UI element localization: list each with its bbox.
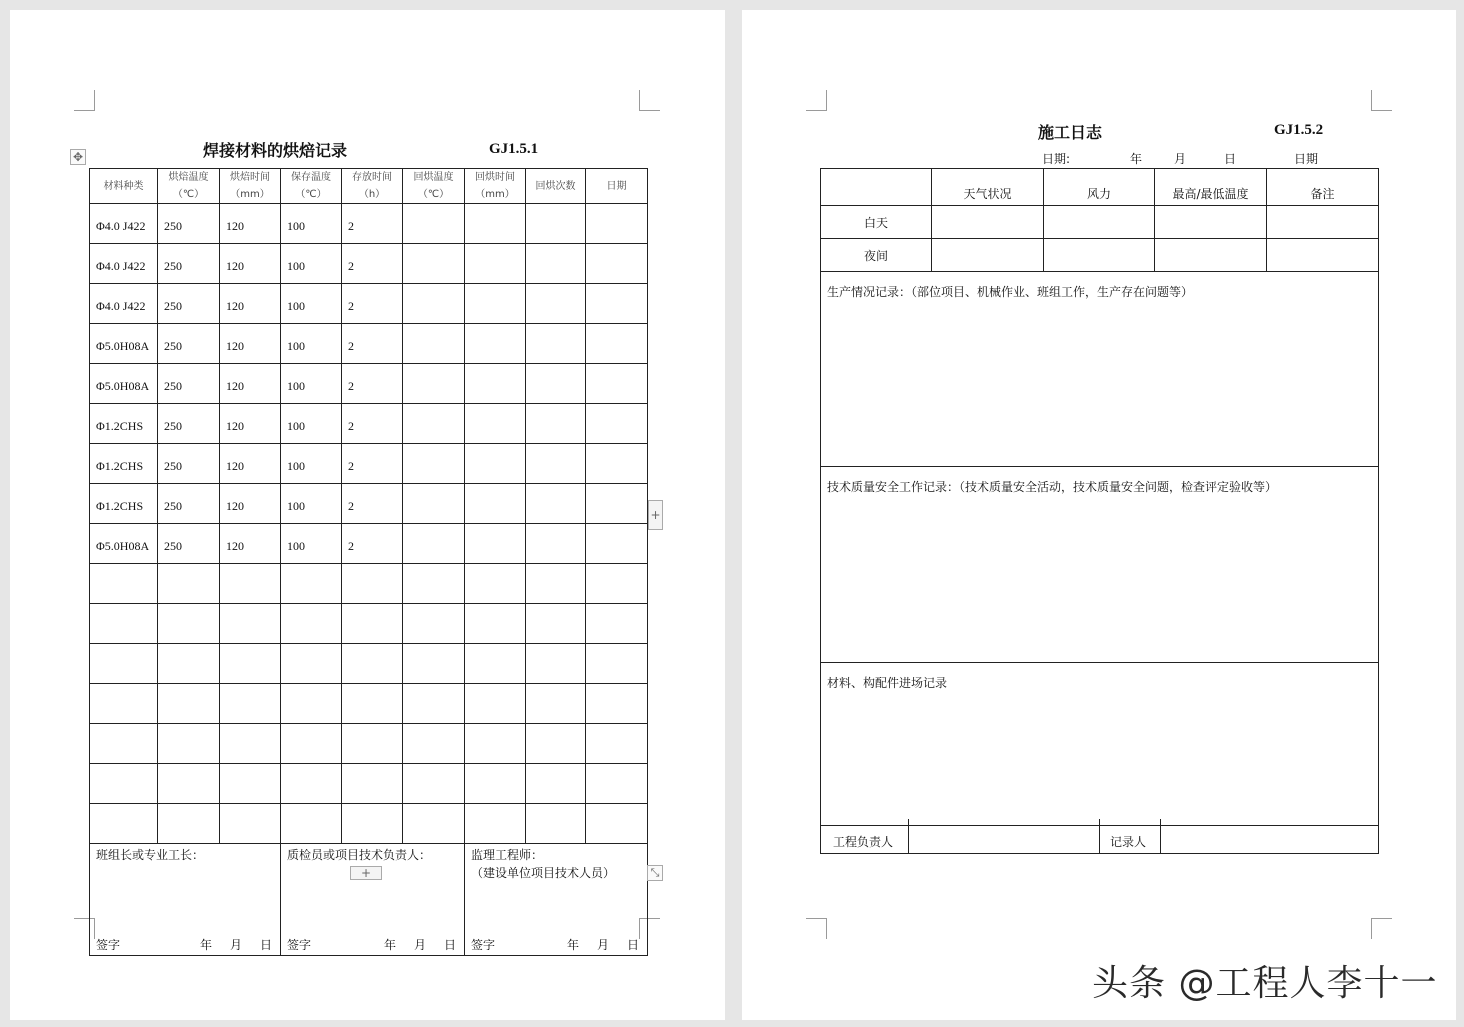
- header-cell-rebake-time: 回烘时间 （mm）: [465, 169, 526, 204]
- table-cell[interactable]: Φ1.2CHS: [90, 444, 158, 484]
- table-cell[interactable]: 250: [158, 484, 220, 524]
- table-cell[interactable]: [586, 524, 648, 564]
- signature-cell-foreman[interactable]: 班组长或专业工长： 签字 年 月 日: [90, 844, 281, 956]
- page-corner-mark: [1371, 90, 1392, 111]
- table-cell[interactable]: [465, 324, 526, 364]
- table-cell[interactable]: [403, 644, 465, 684]
- table-cell[interactable]: 250: [158, 324, 220, 364]
- table-cell[interactable]: [90, 804, 158, 844]
- table-cell[interactable]: [526, 804, 586, 844]
- table-cell[interactable]: Φ4.0 J422: [90, 204, 158, 244]
- table-cell[interactable]: [586, 444, 648, 484]
- table-cell[interactable]: [526, 484, 586, 524]
- table-cell[interactable]: 100: [281, 364, 342, 404]
- table-cell[interactable]: [526, 564, 586, 604]
- table-cell[interactable]: [220, 604, 281, 644]
- signature-cell-supervisor[interactable]: 监理工程师： （建设单位项目技术人员） 签字 年 月 日: [465, 844, 648, 956]
- table-cell[interactable]: [465, 564, 526, 604]
- table-cell[interactable]: [932, 239, 1044, 272]
- table-cell[interactable]: [526, 324, 586, 364]
- table-cell[interactable]: [465, 244, 526, 284]
- page-corner-mark: [639, 90, 660, 111]
- header-cell-bake-time: 烘焙时间 （mm）: [220, 169, 281, 204]
- table-row: [90, 404, 648, 444]
- signature-row: [90, 844, 648, 956]
- signature-cell-inspector[interactable]: 质检员或项目技术负责人： 签字 年 月 日: [281, 844, 465, 956]
- table-cell[interactable]: 100: [281, 524, 342, 564]
- page-title: 施工日志: [1038, 123, 1103, 142]
- table-cell[interactable]: [342, 644, 403, 684]
- page-corner-mark: [806, 90, 827, 111]
- table-cell[interactable]: 250: [158, 244, 220, 284]
- table-cell[interactable]: [465, 764, 526, 804]
- table-cell[interactable]: [158, 804, 220, 844]
- table-cell[interactable]: [403, 404, 465, 444]
- table-cell[interactable]: 2: [342, 404, 403, 444]
- table-cell[interactable]: [220, 684, 281, 724]
- table-cell[interactable]: [158, 564, 220, 604]
- nighttime-row: [821, 239, 1379, 272]
- table-row: [90, 204, 648, 244]
- table-cell[interactable]: [1155, 239, 1267, 272]
- add-row-icon[interactable]: +: [350, 866, 382, 880]
- table-cell[interactable]: [526, 404, 586, 444]
- page-title: 焊接材料的烘焙记录: [203, 141, 348, 160]
- table-cell[interactable]: [158, 644, 220, 684]
- table-cell[interactable]: [342, 724, 403, 764]
- table-cell[interactable]: [281, 724, 342, 764]
- page-corner-mark: [806, 918, 827, 939]
- table-cell[interactable]: [526, 284, 586, 324]
- materials-record-cell[interactable]: 材料、构配件进场记录: [821, 663, 1379, 826]
- responsible-label: 工程负责人: [821, 819, 909, 854]
- table-cell[interactable]: [465, 644, 526, 684]
- table-cell[interactable]: [1267, 206, 1379, 239]
- table-cell[interactable]: [526, 764, 586, 804]
- table-cell[interactable]: [403, 444, 465, 484]
- table-cell[interactable]: [90, 604, 158, 644]
- header-cell-temperature: 最高/最低温度: [1155, 169, 1267, 206]
- table-cell[interactable]: [932, 206, 1044, 239]
- table-row: [90, 644, 648, 684]
- table-cell[interactable]: [220, 564, 281, 604]
- table-cell[interactable]: [403, 604, 465, 644]
- table-cell[interactable]: [586, 724, 648, 764]
- table-cell[interactable]: [526, 604, 586, 644]
- table-header-row: [90, 169, 648, 204]
- header-cell-material: 材料种类: [90, 169, 158, 204]
- table-resize-handle-icon[interactable]: ⤡: [647, 865, 663, 881]
- table-cell[interactable]: [526, 524, 586, 564]
- table-cell[interactable]: [586, 404, 648, 444]
- table-cell[interactable]: [526, 724, 586, 764]
- table-cell[interactable]: [465, 404, 526, 444]
- table-cell[interactable]: 100: [281, 324, 342, 364]
- table-row: [90, 564, 648, 604]
- table-cell[interactable]: [465, 444, 526, 484]
- form-code: GJ1.5.1: [489, 141, 539, 157]
- table-cell[interactable]: 2: [342, 364, 403, 404]
- table-cell[interactable]: [220, 804, 281, 844]
- table-cell[interactable]: [465, 524, 526, 564]
- table-row: [90, 364, 648, 404]
- table-cell[interactable]: 120: [220, 364, 281, 404]
- date-year: 年: [1130, 152, 1143, 166]
- table-cell[interactable]: [403, 484, 465, 524]
- materials-section-row: [821, 663, 1379, 826]
- responsible-field[interactable]: [909, 819, 1100, 854]
- table-row: [90, 324, 648, 364]
- table-cell[interactable]: [342, 804, 403, 844]
- table-cell[interactable]: [465, 724, 526, 764]
- table-cell[interactable]: [526, 444, 586, 484]
- table-cell[interactable]: Φ5.0H08A: [90, 324, 158, 364]
- table-cell[interactable]: [586, 644, 648, 684]
- header-cell-weather: 天气状况: [932, 169, 1044, 206]
- table-cell[interactable]: Φ4.0 J422: [90, 244, 158, 284]
- table-cell[interactable]: [158, 764, 220, 804]
- table-cell[interactable]: [403, 284, 465, 324]
- table-cell[interactable]: [526, 364, 586, 404]
- table-cell[interactable]: [220, 764, 281, 804]
- production-record-cell[interactable]: 生产情况记录：（部位项目、机械作业、班组工作，生产存在问题等）: [821, 272, 1379, 467]
- table-cell[interactable]: [1267, 239, 1379, 272]
- table-cell[interactable]: [586, 324, 648, 364]
- table-cell[interactable]: [465, 204, 526, 244]
- table-cell[interactable]: [403, 524, 465, 564]
- table-cell[interactable]: 120: [220, 284, 281, 324]
- table-cell[interactable]: 2: [342, 284, 403, 324]
- table-row: [90, 244, 648, 284]
- table-cell[interactable]: [403, 244, 465, 284]
- weather-header-row: [821, 169, 1379, 206]
- table-cell[interactable]: [281, 684, 342, 724]
- table-cell[interactable]: 100: [281, 284, 342, 324]
- log-footer-table: [820, 819, 1379, 854]
- table-cell[interactable]: [403, 364, 465, 404]
- table-row: [90, 284, 648, 324]
- table-cell[interactable]: 100: [281, 244, 342, 284]
- table-cell[interactable]: Φ5.0H08A: [90, 524, 158, 564]
- table-cell[interactable]: [342, 564, 403, 604]
- header-cell-remarks: 备注: [1267, 169, 1379, 206]
- page-corner-mark: [1371, 918, 1392, 939]
- table-cell[interactable]: [90, 644, 158, 684]
- table-cell[interactable]: [281, 564, 342, 604]
- table-cell[interactable]: 250: [158, 364, 220, 404]
- page-corner-mark: [74, 90, 95, 111]
- table-cell[interactable]: [90, 564, 158, 604]
- header-cell-rebake-temp: 回烘温度 （℃）: [403, 169, 465, 204]
- table-cell[interactable]: 250: [158, 204, 220, 244]
- table-cell[interactable]: 120: [220, 484, 281, 524]
- table-cell[interactable]: [90, 684, 158, 724]
- row-label-night: 夜间: [821, 239, 932, 272]
- watermark: 头条 @工程人李十一: [1092, 963, 1438, 1004]
- table-cell[interactable]: 2: [342, 244, 403, 284]
- table-cell[interactable]: 120: [220, 324, 281, 364]
- date-day: 日: [1224, 152, 1237, 166]
- table-cell[interactable]: [158, 684, 220, 724]
- table-cell[interactable]: [1044, 206, 1155, 239]
- table-cell[interactable]: 250: [158, 404, 220, 444]
- table-cell[interactable]: [586, 604, 648, 644]
- table-cell[interactable]: 120: [220, 244, 281, 284]
- table-cell[interactable]: [586, 244, 648, 284]
- table-cell[interactable]: 250: [158, 524, 220, 564]
- table-cell[interactable]: [281, 644, 342, 684]
- table-cell[interactable]: [90, 724, 158, 764]
- table-cell[interactable]: 120: [220, 204, 281, 244]
- table-cell[interactable]: [403, 684, 465, 724]
- table-row: [90, 444, 648, 484]
- table-cell[interactable]: 120: [220, 444, 281, 484]
- table-cell[interactable]: [586, 204, 648, 244]
- table-cell[interactable]: Φ1.2CHS: [90, 404, 158, 444]
- table-cell[interactable]: [586, 804, 648, 844]
- header-cell-rebake-count: 回烘次数: [526, 169, 586, 204]
- table-cell[interactable]: [281, 804, 342, 844]
- table-row: [90, 804, 648, 844]
- recorder-label: 记录人: [1100, 819, 1161, 854]
- table-cell[interactable]: [220, 644, 281, 684]
- table-cell[interactable]: [403, 764, 465, 804]
- table-move-handle-icon[interactable]: ✥: [70, 149, 86, 165]
- production-section-row: [821, 272, 1379, 467]
- table-cell[interactable]: [526, 204, 586, 244]
- header-cell-store-time: 存放时间 （h）: [342, 169, 403, 204]
- table-cell[interactable]: [526, 244, 586, 284]
- date-label-2: 日期: [1294, 152, 1319, 166]
- table-cell[interactable]: [465, 364, 526, 404]
- table-cell[interactable]: 100: [281, 404, 342, 444]
- table-cell[interactable]: 2: [342, 324, 403, 364]
- table-cell[interactable]: 2: [342, 524, 403, 564]
- table-cell[interactable]: [158, 604, 220, 644]
- table-cell[interactable]: Φ5.0H08A: [90, 364, 158, 404]
- table-cell[interactable]: [465, 604, 526, 644]
- table-cell[interactable]: [281, 764, 342, 804]
- table-cell[interactable]: [526, 684, 586, 724]
- daytime-row: [821, 206, 1379, 239]
- table-row: [90, 684, 648, 724]
- table-cell[interactable]: 120: [220, 524, 281, 564]
- header-cell-keep-temp: 保存温度 （℃）: [281, 169, 342, 204]
- construction-log-table: [820, 168, 1379, 826]
- footer-row: [821, 819, 1379, 854]
- table-cell[interactable]: [586, 684, 648, 724]
- table-cell[interactable]: [465, 284, 526, 324]
- quality-section-row: [821, 467, 1379, 663]
- table-cell[interactable]: 2: [342, 204, 403, 244]
- table-cell[interactable]: [403, 324, 465, 364]
- table-cell[interactable]: [403, 724, 465, 764]
- table-cell[interactable]: [403, 804, 465, 844]
- table-row: [90, 524, 648, 564]
- header-cell-empty: [821, 169, 932, 206]
- row-label-day: 白天: [821, 206, 932, 239]
- table-cell[interactable]: 2: [342, 444, 403, 484]
- date-label: 日期:: [1042, 152, 1071, 166]
- form-code: GJ1.5.2: [1274, 122, 1324, 138]
- table-cell[interactable]: [586, 284, 648, 324]
- table-cell[interactable]: Φ1.2CHS: [90, 484, 158, 524]
- table-cell[interactable]: [1044, 239, 1155, 272]
- add-column-icon[interactable]: +: [648, 500, 663, 530]
- table-cell[interactable]: 100: [281, 484, 342, 524]
- table-cell[interactable]: [586, 364, 648, 404]
- header-cell-wind: 风力: [1044, 169, 1155, 206]
- header-cell-date: 日期: [586, 169, 648, 204]
- table-row: [90, 484, 648, 524]
- table-cell[interactable]: [342, 604, 403, 644]
- table-cell[interactable]: Φ4.0 J422: [90, 284, 158, 324]
- table-row: [90, 724, 648, 764]
- table-cell[interactable]: [465, 804, 526, 844]
- table-cell[interactable]: [403, 564, 465, 604]
- table-cell[interactable]: [342, 684, 403, 724]
- table-row: [90, 764, 648, 804]
- baking-record-table: [89, 168, 648, 956]
- table-cell[interactable]: [403, 204, 465, 244]
- table-cell[interactable]: [90, 764, 158, 804]
- table-cell[interactable]: 100: [281, 204, 342, 244]
- document-page-2: [742, 10, 1456, 1020]
- table-cell[interactable]: [220, 724, 281, 764]
- table-cell[interactable]: [586, 484, 648, 524]
- recorder-field[interactable]: [1161, 819, 1379, 854]
- table-row: [90, 604, 648, 644]
- table-cell[interactable]: [158, 724, 220, 764]
- document-page-1: [10, 10, 725, 1020]
- table-cell[interactable]: 250: [158, 284, 220, 324]
- table-cell[interactable]: [586, 564, 648, 604]
- table-cell[interactable]: 2: [342, 484, 403, 524]
- table-cell[interactable]: [465, 684, 526, 724]
- date-month: 月: [1174, 152, 1187, 166]
- table-cell[interactable]: [526, 644, 586, 684]
- table-cell[interactable]: 250: [158, 444, 220, 484]
- table-cell[interactable]: 100: [281, 444, 342, 484]
- table-cell[interactable]: [586, 764, 648, 804]
- table-cell[interactable]: [1155, 206, 1267, 239]
- quality-safety-record-cell[interactable]: 技术质量安全工作记录：（技术质量安全活动，技术质量安全问题，检查评定验收等）: [821, 467, 1379, 663]
- header-cell-bake-temp: 烘焙温度 （℃）: [158, 169, 220, 204]
- table-cell[interactable]: 120: [220, 404, 281, 444]
- table-cell[interactable]: [342, 764, 403, 804]
- table-cell[interactable]: [281, 604, 342, 644]
- table-cell[interactable]: [465, 484, 526, 524]
